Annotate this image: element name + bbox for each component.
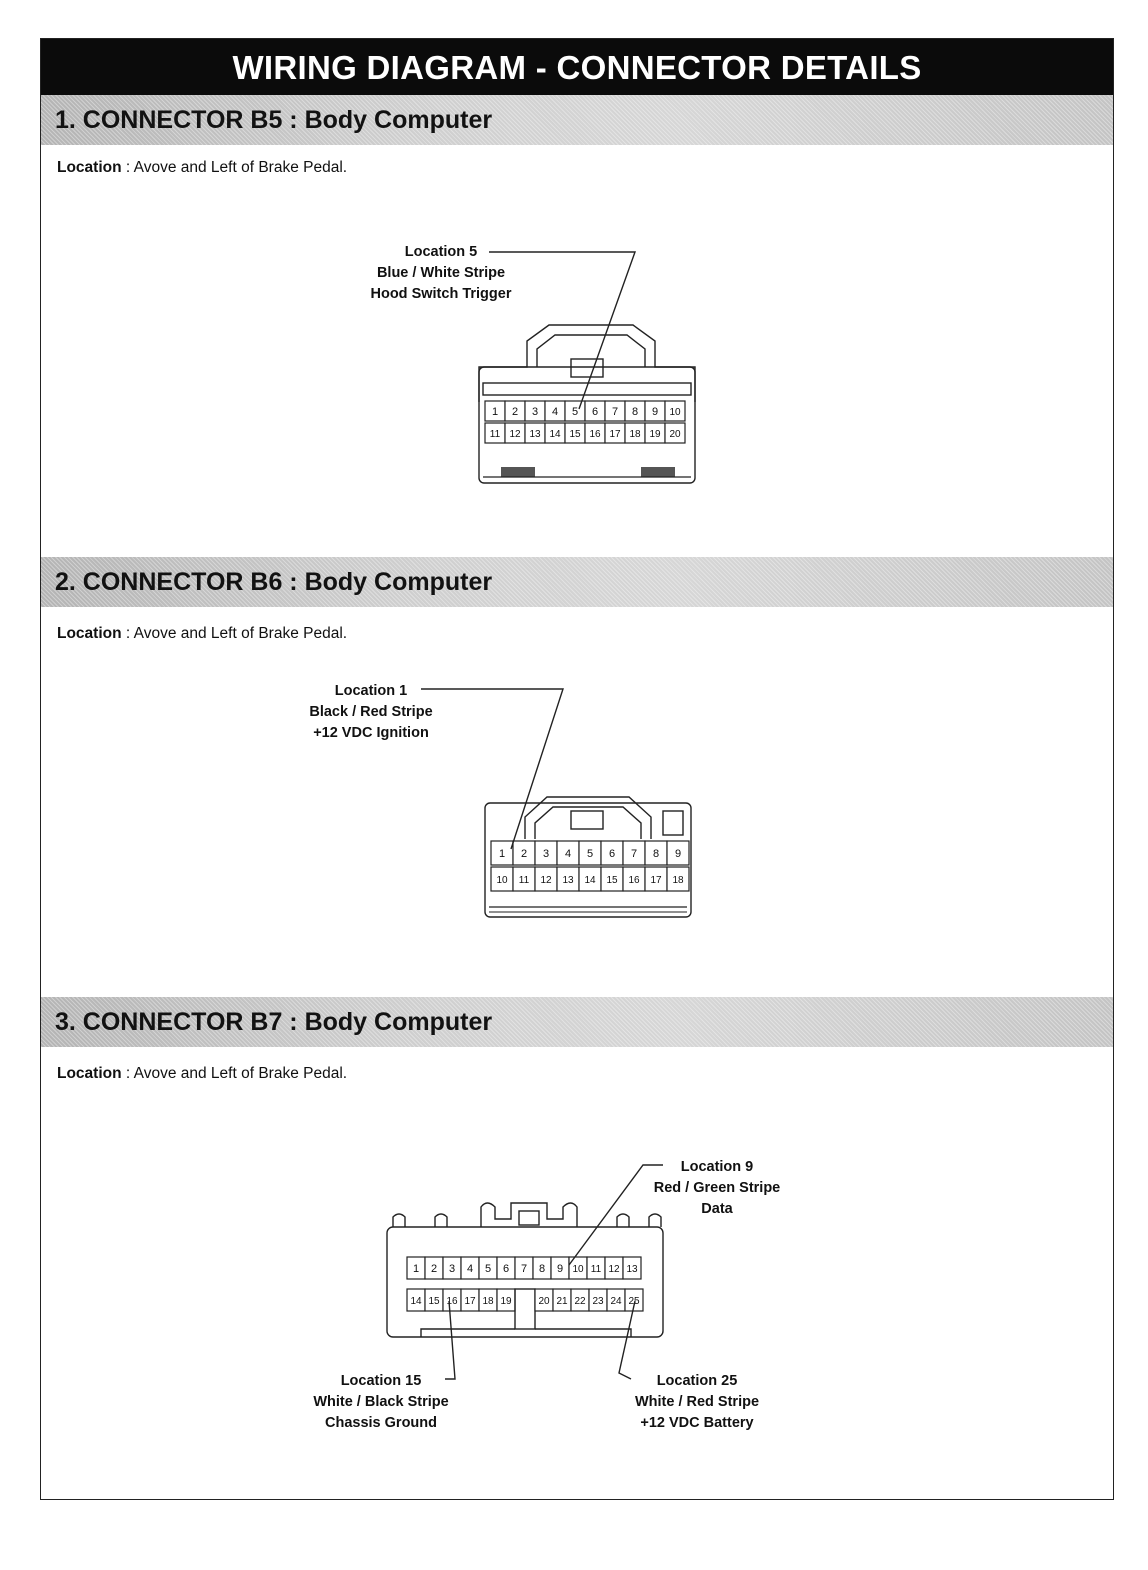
callout-title: Location 9 <box>680 1159 754 1175</box>
connector-b7-pin-label-14: 14 <box>410 1296 422 1307</box>
connector-b5-pin-label-11: 11 <box>489 429 501 440</box>
connector-b7-bump-2 <box>435 1214 447 1227</box>
callout-function: Chassis Ground <box>325 1415 437 1431</box>
connector-b7-base-left <box>421 1329 515 1337</box>
connector-b7-pin-label-5: 5 <box>484 1263 492 1275</box>
connector-b7-keyway <box>515 1289 535 1329</box>
connector-b7-pin-label-16: 16 <box>446 1296 458 1307</box>
connector-b5-pin-label-4: 4 <box>551 406 559 418</box>
connector-b5-pin-label-7: 7 <box>611 406 619 418</box>
section-heading-b6: 2. CONNECTOR B6 : Body Computer <box>41 557 1113 607</box>
connector-b7-latch-outline <box>481 1203 577 1227</box>
connector-b6-pin-label-15: 15 <box>606 875 618 886</box>
connector-b6-pin-label-10: 10 <box>496 875 508 886</box>
callout-function: Hood Switch Trigger <box>370 286 512 302</box>
connector-b6-pin-label-7: 7 <box>630 848 638 860</box>
section-heading-b5: 1. CONNECTOR B5 : Body Computer <box>41 95 1113 145</box>
connector-b5-pin-label-18: 18 <box>629 429 641 440</box>
callout-title: Location 1 <box>334 683 408 699</box>
connector-b7-pin-label-7: 7 <box>520 1263 528 1275</box>
connector-b5-pin-label-13: 13 <box>529 429 541 440</box>
callout-title: Location 15 <box>340 1373 422 1389</box>
callout-title: Location 5 <box>404 244 478 260</box>
connector-b7-bump-3 <box>617 1214 629 1227</box>
connector-b5-pin-label-5: 5 <box>571 406 579 418</box>
connector-b7-base-right <box>535 1329 631 1337</box>
connector-b7-pin-label-17: 17 <box>464 1296 476 1307</box>
callout-function: +12 VDC Ignition <box>313 725 429 741</box>
connector-b7-pin-label-2: 2 <box>430 1263 438 1275</box>
connector-b7-pin-label-3: 3 <box>448 1263 456 1275</box>
connector-b7-key <box>519 1211 539 1225</box>
connector-b5-pin-label-2: 2 <box>511 406 519 418</box>
connector-b5-pin-label-19: 19 <box>649 429 661 440</box>
connector-b7-pin-label-12: 12 <box>608 1264 620 1275</box>
connector-b7-leader-location-9 <box>569 1165 663 1265</box>
connector-b7-pin-label-13: 13 <box>626 1264 638 1275</box>
connector-b5-foot-left <box>501 467 535 477</box>
connector-b7 <box>387 1165 663 1379</box>
page-title: WIRING DIAGRAM - CONNECTOR DETAILS <box>41 39 1113 95</box>
callout-function: Data <box>701 1201 733 1217</box>
callout-wire: White / Black Stripe <box>313 1394 449 1410</box>
connector-b6 <box>421 689 691 917</box>
connector-b6-latch-inner <box>535 807 641 839</box>
connector-b6-pin-label-16: 16 <box>628 875 640 886</box>
callout-function: +12 VDC Battery <box>640 1415 754 1431</box>
connector-b7-pin-label-21: 21 <box>556 1296 568 1307</box>
connector-b6-pin-label-11: 11 <box>518 875 530 886</box>
connector-b5-pin-label-15: 15 <box>569 429 581 440</box>
connector-b7-pin-label-23: 23 <box>592 1296 604 1307</box>
connector-b6-pin-label-13: 13 <box>562 875 574 886</box>
connector-b5-pin-label-10: 10 <box>669 407 681 418</box>
callout-wire: Blue / White Stripe <box>376 265 506 281</box>
connector-b7-pin-label-15: 15 <box>428 1296 440 1307</box>
connector-b6-key <box>571 811 603 829</box>
callout-title: Location 25 <box>656 1373 738 1389</box>
connector-b6-corner-tab <box>663 811 683 835</box>
section-heading-b7: 3. CONNECTOR B7 : Body Computer <box>41 997 1113 1047</box>
connector-b5-leader-line <box>489 252 635 409</box>
connector-b7-pin-label-20: 20 <box>538 1296 550 1307</box>
connector-b7-bump-4 <box>649 1214 661 1227</box>
location-text: : Avove and Left of Brake Pedal. <box>121 1065 348 1082</box>
connector-b5-pin-label-12: 12 <box>509 429 521 440</box>
connector-b6-pin-label-12: 12 <box>540 875 552 886</box>
connector-b6-pin-label-3: 3 <box>542 848 550 860</box>
location-label: Location <box>57 625 122 642</box>
connector-b6-pin-label-17: 17 <box>650 875 662 886</box>
connector-b6-pin-label-8: 8 <box>652 848 660 860</box>
connector-b7-pin-label-9: 9 <box>556 1263 564 1275</box>
connector-b7-bump-1 <box>393 1214 405 1227</box>
connector-b6-pin-label-6: 6 <box>608 848 616 860</box>
connector-b6-pin-label-5: 5 <box>586 848 594 860</box>
connector-b6-pin-label-4: 4 <box>564 848 572 860</box>
connector-b5-pin-label-17: 17 <box>609 429 621 440</box>
connector-b6-leader-line <box>421 689 563 849</box>
diagram-sheet <box>40 38 1114 1500</box>
connector-b5-foot-right <box>641 467 675 477</box>
location-label: Location <box>57 1065 122 1082</box>
connector-b7-leader-location-25 <box>619 1301 635 1379</box>
callout-wire: White / Red Stripe <box>634 1394 760 1410</box>
connector-drawings <box>41 39 1115 1501</box>
connector-b6-pin-label-14: 14 <box>584 875 596 886</box>
connector-b7-pin-label-22: 22 <box>574 1296 586 1307</box>
connector-b6-pin-label-18: 18 <box>672 875 684 886</box>
connector-b5-pin-label-1: 1 <box>491 406 499 418</box>
connector-b7-leader-location-15 <box>445 1301 455 1379</box>
connector-b7-pin-label-10: 10 <box>572 1264 584 1275</box>
connector-b7-pin-label-25: 25 <box>628 1296 640 1307</box>
connector-b5-pin-label-16: 16 <box>589 429 601 440</box>
connector-b7-pin-label-1: 1 <box>412 1263 420 1275</box>
connector-b7-pin-label-18: 18 <box>482 1296 494 1307</box>
location-text: : Avove and Left of Brake Pedal. <box>121 625 348 642</box>
connector-b5-pin-label-3: 3 <box>531 406 539 418</box>
connector-b5 <box>479 252 695 483</box>
connector-b6-pin-label-1: 1 <box>498 848 506 860</box>
connector-b7-pin-label-11: 11 <box>590 1264 602 1275</box>
connector-b5-key <box>571 359 603 377</box>
connector-b7-pin-label-6: 6 <box>502 1263 510 1275</box>
callout-wire: Black / Red Stripe <box>309 704 433 720</box>
connector-b7-pin-label-19: 19 <box>500 1296 512 1307</box>
location-text: : Avove and Left of Brake Pedal. <box>121 159 348 176</box>
location-label: Location <box>57 159 122 176</box>
connector-b6-pin-label-9: 9 <box>674 848 682 860</box>
connector-b7-pin-label-24: 24 <box>610 1296 622 1307</box>
connector-b6-pin-label-2: 2 <box>520 848 528 860</box>
connector-b5-pin-label-8: 8 <box>631 406 639 418</box>
connector-b5-latch-outline <box>479 325 695 402</box>
connector-b5-latch-inner <box>537 335 645 367</box>
connector-b7-pin-label-8: 8 <box>538 1263 546 1275</box>
connector-b5-pin-label-14: 14 <box>549 429 561 440</box>
connector-b7-housing <box>387 1227 663 1337</box>
connector-b5-pin-label-20: 20 <box>669 429 681 440</box>
callout-wire: Red / Green Stripe <box>653 1180 781 1196</box>
connector-b5-pin-label-6: 6 <box>591 406 599 418</box>
connector-b5-pin-label-9: 9 <box>651 406 659 418</box>
connector-b7-pin-label-4: 4 <box>466 1263 474 1275</box>
